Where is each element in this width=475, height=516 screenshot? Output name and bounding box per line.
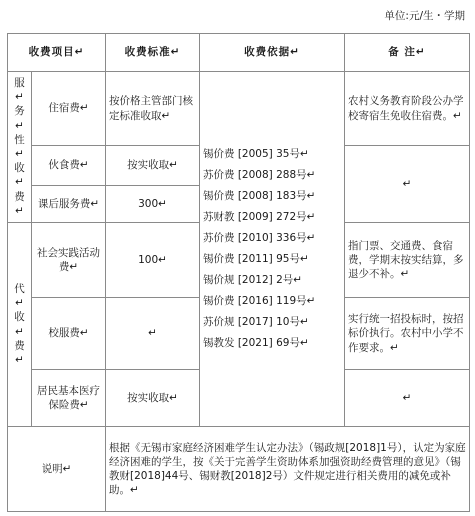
basis-line: 苏价费 [2008] 288号↵ xyxy=(203,169,316,181)
basis-line: 苏价规 [2017] 10号↵ xyxy=(203,316,309,328)
standard-cell: ↵ xyxy=(106,298,200,370)
note-text: 根据《无锡市家庭经济困难学生认定办法》（锡政规[2018]1号），认定为家庭经济困难的学生，按《关于完善学生资助体系加强资助经费管理的意见》（锡教财[2018]44号、锡财教[2018]2号）文件规定进行相关费用的减免或补助。↵ xyxy=(106,427,470,512)
header-row xyxy=(8,34,470,72)
basis-line: 苏财教 [2009] 272号↵ xyxy=(203,211,316,223)
standard-cell: 300↵ xyxy=(106,186,200,223)
basis-cell xyxy=(200,72,345,427)
note-row xyxy=(8,427,470,512)
item-cell: 居民基本医疗保险费↵ xyxy=(32,370,106,427)
remarks-cell: 指门票、交通费、食宿费，学期末按实结算，多退少不补。↵ xyxy=(345,223,470,298)
standard-cell: 100↵ xyxy=(106,223,200,298)
basis-line: 锡教发 [2021] 69号↵ xyxy=(203,337,309,349)
group-service: 服↵务↵性↵收↵费↵ xyxy=(8,72,32,223)
header-basis: 收费依据↵ xyxy=(200,34,345,72)
group-collect: 代↵收↵费↵ xyxy=(8,223,32,427)
basis-line: 苏价费 [2010] 336号↵ xyxy=(203,232,316,244)
header-item: 收费项目↵ xyxy=(8,34,106,72)
remarks-cell: ↵ xyxy=(345,370,470,427)
header-remarks: 备 注↵ xyxy=(345,34,470,72)
basis-line: 锡价规 [2012] 2号↵ xyxy=(203,274,303,286)
unit-label: 单位:元/生・学期 xyxy=(384,10,465,22)
item-cell: 校服费↵ xyxy=(32,298,106,370)
basis-line: 锡价费 [2011] 95号↵ xyxy=(203,253,309,265)
table-row xyxy=(8,72,470,146)
fee-table xyxy=(7,33,470,512)
remarks-cell: 实行统一招投标时，按招标价执行。农村中小学不作要求。↵ xyxy=(345,298,470,370)
standard-cell: 按实收取↵ xyxy=(106,146,200,186)
item-cell: 住宿费↵ xyxy=(32,72,106,146)
basis-line: 锡价费 [2008] 183号↵ xyxy=(203,190,316,202)
standard-cell: 按实收取↵ xyxy=(106,370,200,427)
item-cell: 课后服务费↵ xyxy=(32,186,106,223)
basis-line: 锡价费 [2005] 35号↵ xyxy=(203,148,309,160)
standard-cell: 按价格主管部门核定标准收取↵ xyxy=(106,72,200,146)
item-cell: 伙食费↵ xyxy=(32,146,106,186)
item-cell: 社会实践活动费↵ xyxy=(32,223,106,298)
remarks-cell: ↵ xyxy=(345,146,470,223)
remarks-cell: 农村义务教育阶段公办学校寄宿生免收住宿费。↵ xyxy=(345,72,470,146)
note-label: 说明↵ xyxy=(8,427,106,512)
basis-line: 锡价费 [2016] 119号↵ xyxy=(203,295,316,307)
header-standard: 收费标准↵ xyxy=(106,34,200,72)
